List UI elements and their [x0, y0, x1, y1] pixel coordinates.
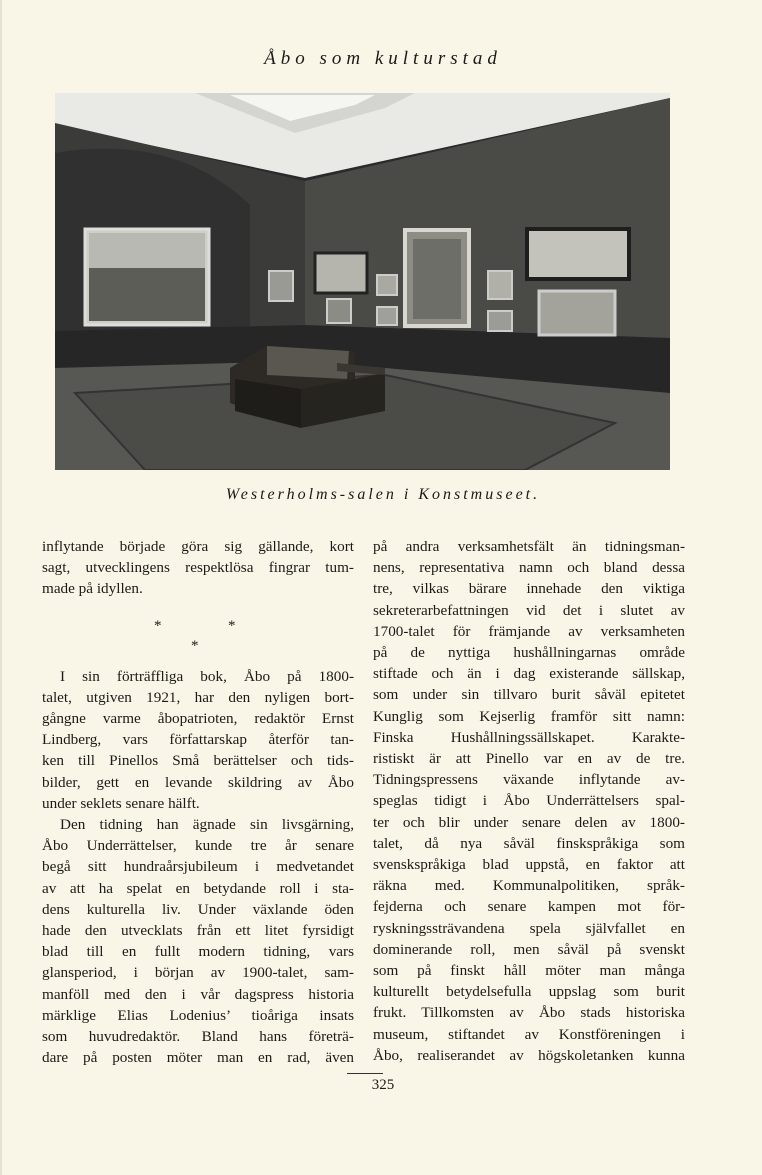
text-line: begå sitt hundraårsjubileum i medvetandet: [42, 858, 354, 876]
text-line: på andra verksamhetsfält än tidningsman-: [373, 538, 685, 555]
text-line: fejderna och senare kampen mot för-: [373, 898, 685, 916]
text-line: museum, stiftandet av Konstföreningen i: [373, 1025, 685, 1043]
page-number: 325: [371, 1077, 395, 1093]
paragraph: [373, 536, 685, 1066]
text-line: kulturellt betydelsefulla uppslag som burit: [373, 983, 685, 1001]
text-line: ter och blir under senare delen av 1800-: [373, 813, 685, 831]
running-head: Åbo som kulturstad: [264, 48, 502, 69]
text-line: sagt, utvecklingens respektlösa fingrar tum-: [42, 559, 354, 577]
paragraph: [42, 814, 354, 1068]
text-line: Den tidning han ägnade sin livsgärning,: [60, 816, 354, 834]
text-line: svenskspråkiga blad uppstå, en faktor att: [373, 856, 685, 874]
gallery-photograph: [55, 93, 670, 470]
text-line: dominerande roll, men såväl på svenskt: [373, 940, 685, 958]
text-line: stiftade och än i dag existerande sällskap,: [373, 665, 685, 683]
text-line: talet, då nya såväl finskspråkiga som: [373, 834, 685, 852]
text-line: nens, representativa namn och bland dessa: [373, 559, 685, 577]
text-line: Finska Hushållningssällskapet. Karakte-: [373, 728, 685, 746]
text-line: frukt. Tillkomsten av Åbo stads historiska: [373, 1004, 685, 1022]
text-line: bilder, gett en levande skildring av Åbo: [42, 773, 354, 791]
text-line: hade den utvecklats från ett litet fyrsidigt: [42, 922, 354, 940]
asterisk: *: [228, 617, 236, 634]
text-line: ken till Pinellos Små berättelser och tids-: [42, 752, 354, 770]
text-line: Kunglig som Kejserlig framför sitt namn:: [373, 707, 685, 725]
text-line: glansperiod, i början av 1900-talet, sam-: [42, 964, 354, 982]
text-line: dens kulturella liv. Under växlande öden: [42, 900, 354, 918]
text-line: ryskningssträvandena spela självfallet en: [373, 919, 685, 937]
text-line: gångne varme åbopatrioten, redaktör Ernst: [42, 710, 354, 728]
text-line: 1700-talet för främjande av verksamheten: [373, 622, 685, 640]
paragraph: [42, 666, 354, 814]
text-line: på de nyttiga hushållningarnas område: [373, 644, 685, 662]
text-line: Åbo, realiserandet av högskoletanken kunna: [373, 1046, 685, 1064]
text-line: dare på posten möter man en rad, även: [42, 1049, 354, 1067]
text-line: som under sin tillvaro burit såväl epitetet: [373, 686, 685, 704]
text-line: som på finskt håll möter man många: [373, 962, 685, 980]
text-line: under seklets senare hälft.: [42, 794, 200, 812]
text-line: av att ha spelat en betydande roll i sta-: [42, 879, 354, 897]
text-line: speglas tidigt i Åbo Underrättelsers spal-: [373, 792, 685, 810]
right-column: [373, 536, 685, 1066]
text-line: ristiskt är att Pinello var en av de tre.: [373, 750, 685, 768]
text-line: sekreterarbefattningen vid det i slutet av: [373, 601, 685, 619]
text-line: talet, utgiven 1921, har den nyligen bort-: [42, 688, 354, 706]
folio-rule: [347, 1073, 383, 1074]
asterisk: *: [154, 617, 162, 634]
text-line: made på idyllen.: [42, 580, 143, 598]
text-line: Lindberg, vars författarskap återför tan-: [42, 731, 354, 749]
text-line: I sin förträffliga bok, Åbo på 1800-: [60, 667, 354, 685]
paragraph: [42, 536, 354, 600]
asterisk: *: [191, 637, 199, 654]
text-line: som huvudredaktör. Bland hans företrä-: [42, 1028, 354, 1046]
text-line: tre, vilkas bärare innehade den viktiga: [373, 580, 685, 598]
gallery-room-illustration: [55, 93, 670, 470]
text-line: blad till en fullt modern tidning, vars: [42, 943, 354, 961]
section-break-asterisks: [42, 600, 354, 666]
text-line: Tidningspressens växande inflytande av-: [373, 771, 685, 789]
left-column: [42, 536, 354, 1068]
text-line: räkna med. Kommunalpolitiken, språk-: [373, 877, 685, 895]
figure-caption: Westerholms-salen i Konstmuseet.: [225, 486, 541, 503]
text-line: Åbo Underrättelser, kunde tre år senare: [42, 837, 354, 855]
text-line: inflytande började göra sig gällande, kort: [42, 538, 354, 555]
text-line: märklige Elias Lodenius’ tioåriga insats: [42, 1006, 354, 1024]
text-line: manföll med den i vår dagspress historia: [42, 985, 354, 1003]
